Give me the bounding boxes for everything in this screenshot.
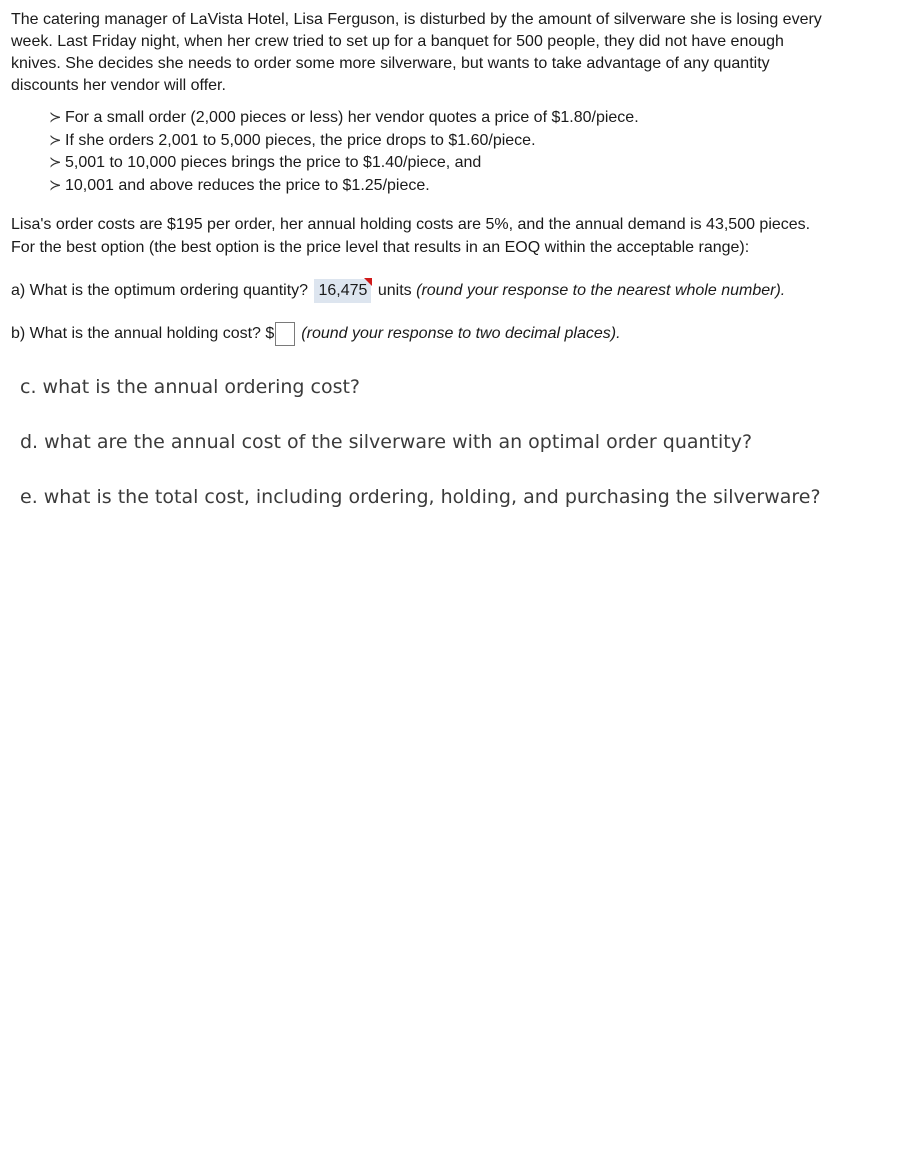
question-e: e. what is the total cost, including ordering, holding, and purchasing the silverware? [20,486,821,508]
question-b-answer-input[interactable] [275,322,295,346]
list-item [49,152,891,175]
price-tier-text: For a small order (2,000 pieces or less) her vendor quotes a price of $1.80/piece. [65,109,639,126]
intro-paragraph: The catering manager of LaVista Hotel, Lisa Ferguson, is disturbed by the amount of silverware she is losing every week. Last Friday night, when her crew tried to set up for a banquet for 500 people, they did not have enough knives. She decides she needs to order some more silverware, but wants to take advantage of any quantity discounts her vendor will offer. [11,11,822,94]
followup-questions [20,375,891,510]
bullet-arrow-icon: ≻ [49,109,62,126]
price-tier-text: If she orders 2,001 to 5,000 pieces, the price drops to $1.60/piece. [65,131,536,149]
question-a [11,278,891,304]
price-tier-list [49,107,891,197]
price-tier-text: 5,001 to 10,000 pieces brings the price to $1.40/piece, and [65,154,482,171]
question-c: c. what is the annual ordering cost? [20,376,360,398]
list-item [49,107,891,130]
list-item [49,130,891,153]
question-a-unit: units [377,282,412,299]
question-a-answer-value: 16,475 [318,282,368,299]
bullet-arrow-icon: ≻ [49,176,62,194]
question-a-answer-field[interactable] [314,279,371,303]
question-b-prompt: b) What is the annual holding cost? $ [11,325,275,342]
price-tier-text: 10,001 and above reduces the price to $1.25/piece. [65,176,430,194]
costs-paragraph: Lisa's order costs are $195 per order, her annual holding costs are 5%, and the annual demand is 43,500 pieces. For the best option (the best option is the price level that results in an EOQ within the acceptable range): [11,216,811,256]
bullet-arrow-icon: ≻ [49,154,62,171]
list-item [49,175,891,198]
bullet-arrow-icon: ≻ [49,131,62,149]
incorrect-flag-icon [364,278,372,286]
question-d: d. what are the annual cost of the silverware with an optimal order quantity? [20,431,753,453]
problem-content [11,9,891,540]
question-a-prompt: a) What is the optimum ordering quantity? [11,282,309,299]
question-a-hint: (round your response to the nearest whole number). [416,282,786,299]
question-b-hint: (round your response to two decimal places). [301,325,621,342]
question-b [11,321,891,347]
